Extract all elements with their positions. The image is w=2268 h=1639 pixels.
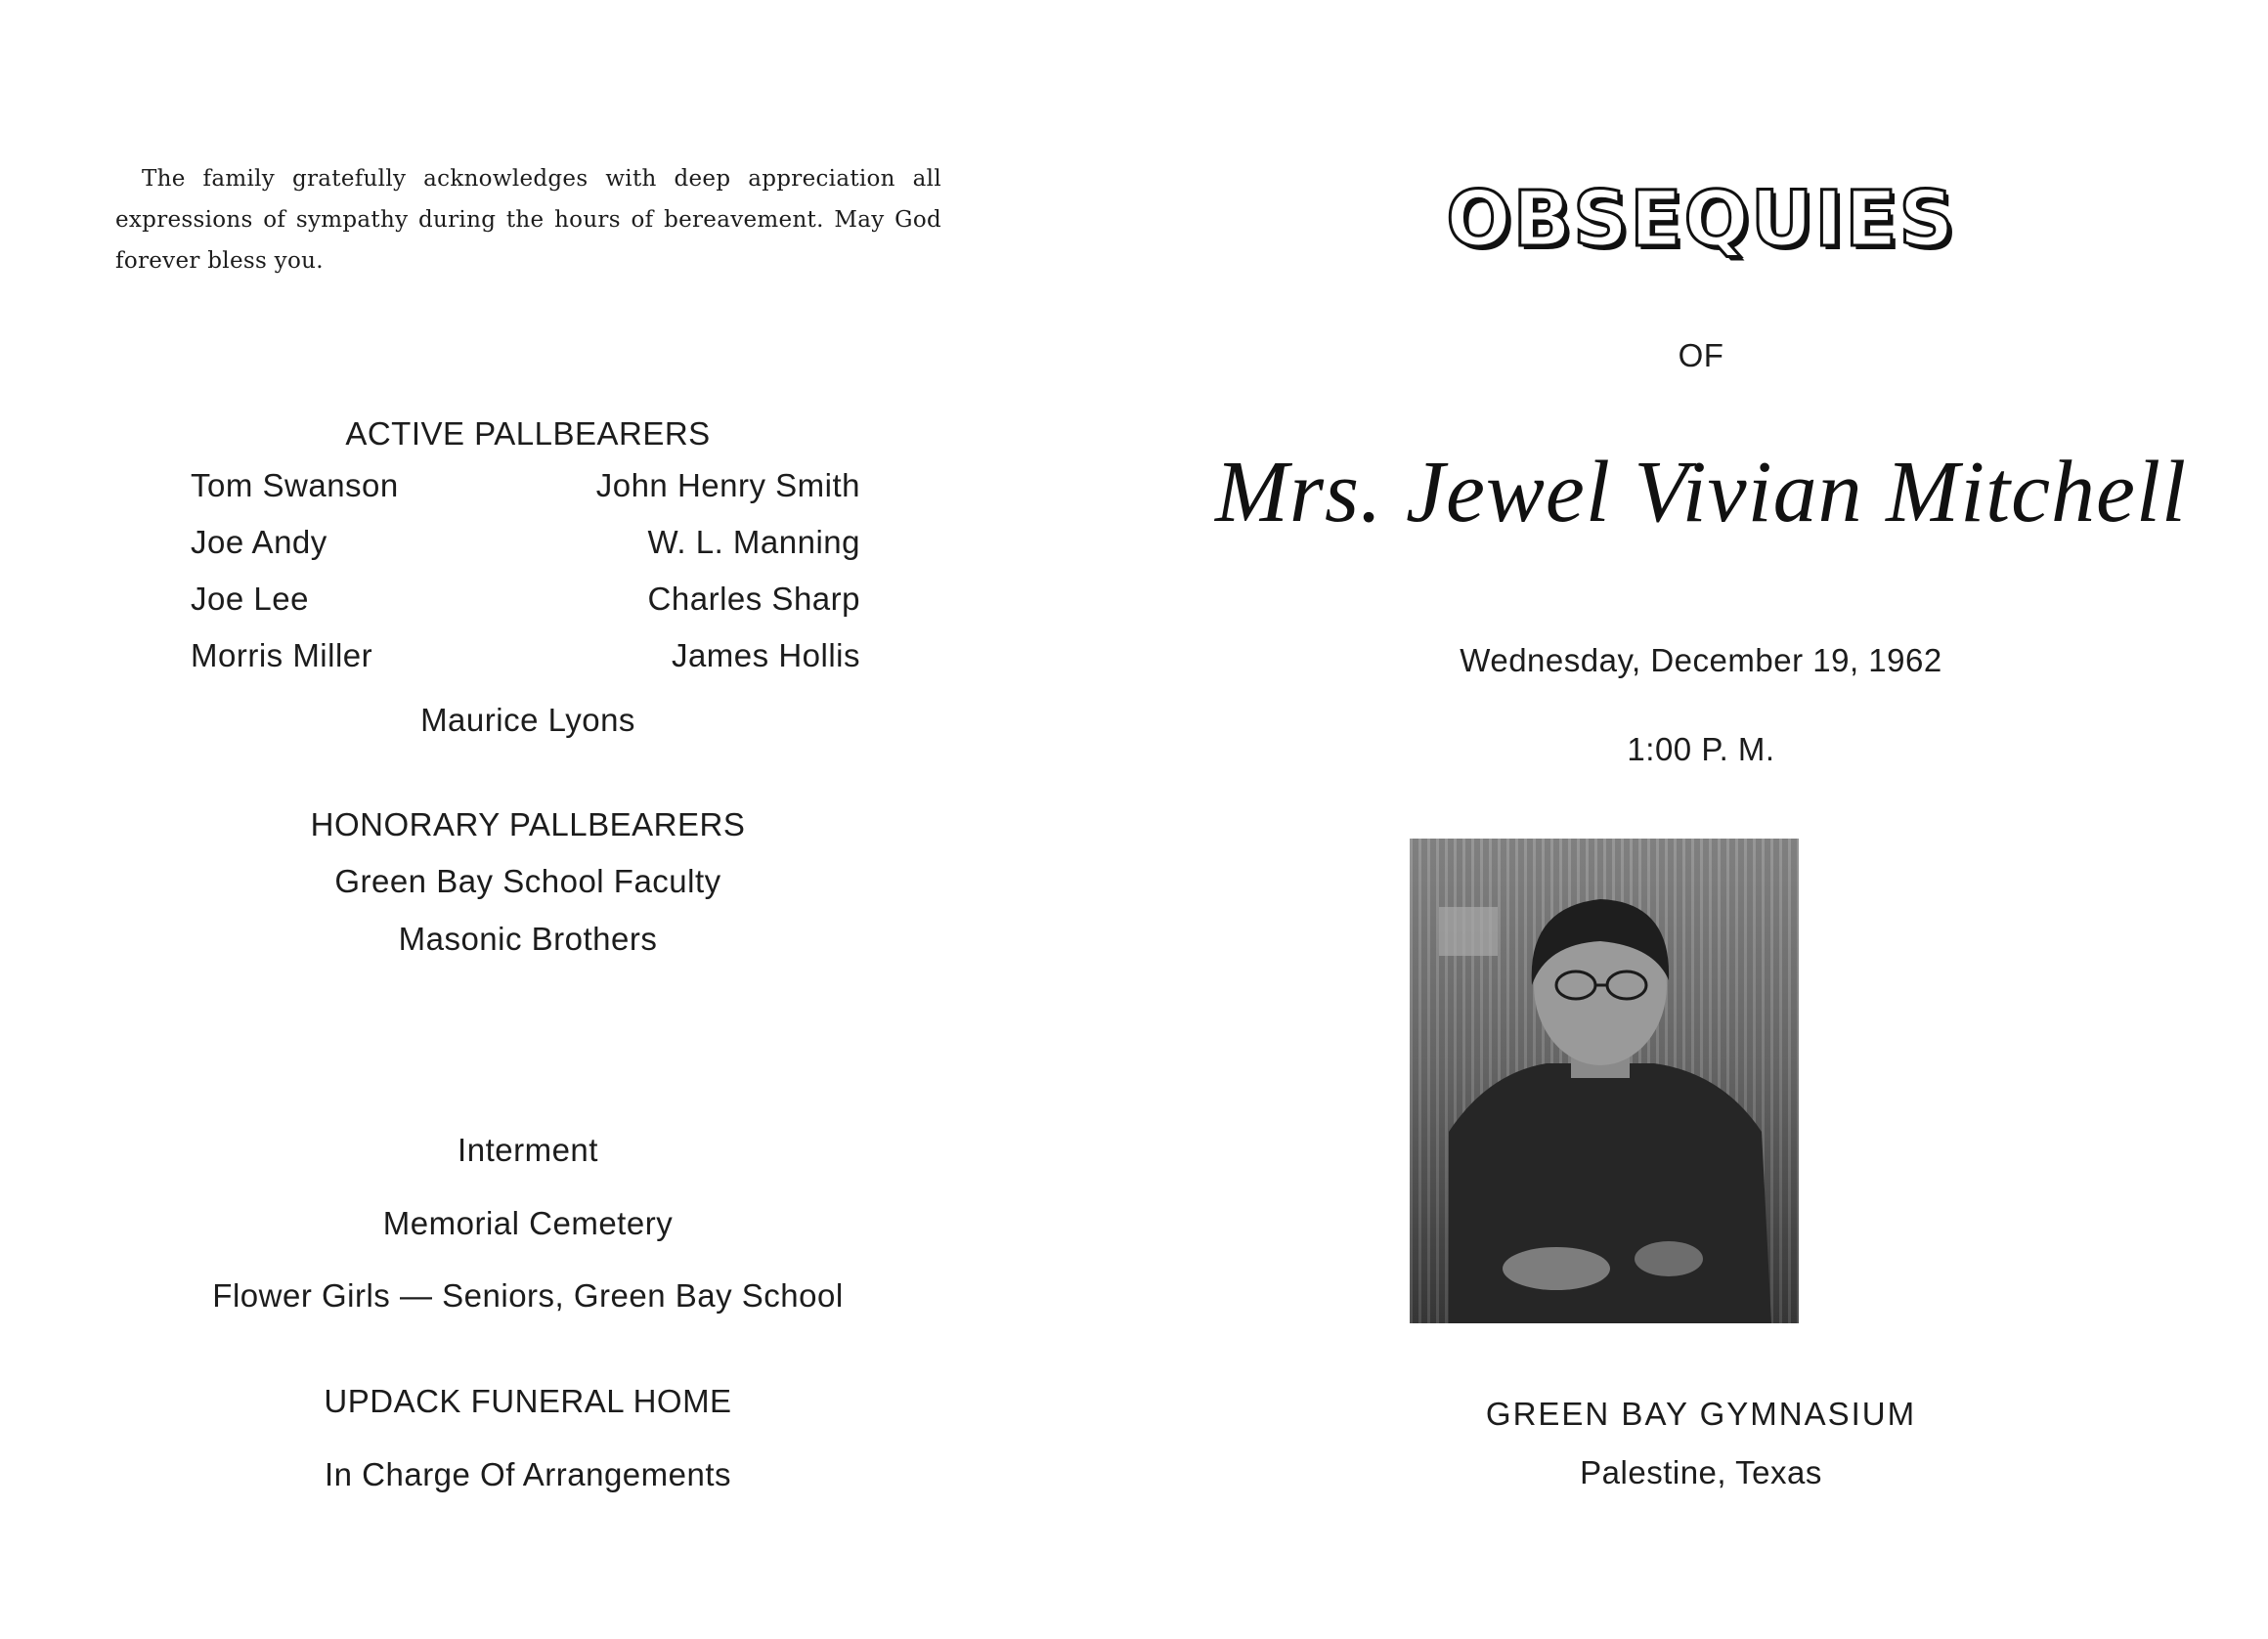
honorary-pallbearers-heading: HONORARY PALLBEARERS (310, 806, 746, 842)
pallbearer-row (191, 581, 860, 637)
portrait-photo (1410, 839, 1799, 1323)
deceased-name: Mrs. Jewel Vivian Mitchell (1214, 444, 2188, 540)
active-pallbearers-heading: ACTIVE PALLBEARERS (345, 415, 711, 452)
pallbearer-name: Joe Andy (191, 524, 327, 560)
obsequies-title: OBSEQUIES (1446, 176, 1956, 264)
venue-location: Palestine, Texas (1580, 1454, 1822, 1490)
funeral-home-name: UPDACK FUNERAL HOME (324, 1383, 732, 1419)
honorary-pallbearer-line: Green Bay School Faculty (334, 863, 721, 899)
pallbearer-name-last: Maurice Lyons (420, 702, 635, 738)
pallbearer-name: Morris Miller (191, 637, 373, 673)
of-label: OF (1678, 337, 1724, 373)
venue-name: GREEN BAY GYMNASIUM (1485, 1396, 1917, 1432)
pallbearer-name: W. L. Manning (647, 524, 860, 560)
cemetery-name: Memorial Cemetery (382, 1205, 674, 1241)
pallbearer-name: Tom Swanson (191, 467, 399, 503)
service-time: 1:00 P. M. (1627, 731, 1775, 767)
pallbearer-name: Joe Lee (191, 581, 309, 617)
pallbearer-row (191, 467, 860, 524)
pallbearer-row (191, 524, 860, 581)
flower-girls-line: Flower Girls — Seniors, Green Bay School (212, 1277, 844, 1314)
right-panel (1134, 0, 2268, 1639)
honorary-pallbearer-line: Masonic Brothers (398, 921, 658, 957)
pallbearer-name: Charles Sharp (647, 581, 860, 617)
pallbearer-name: John Henry Smith (595, 467, 860, 503)
pallbearer-row (191, 637, 860, 694)
service-date: Wednesday, December 19, 1962 (1460, 642, 1942, 678)
active-pallbearers-list (191, 467, 860, 694)
pallbearer-name: James Hollis (671, 637, 860, 673)
funeral-home-role: In Charge Of Arrangements (324, 1456, 732, 1492)
acknowledgment-text: The family gratefully acknowledges with deep appreciation all expressions of sympathy during the hours of bereavement. May God forever bless you. (115, 166, 941, 274)
interment-heading: Interment (458, 1132, 598, 1168)
